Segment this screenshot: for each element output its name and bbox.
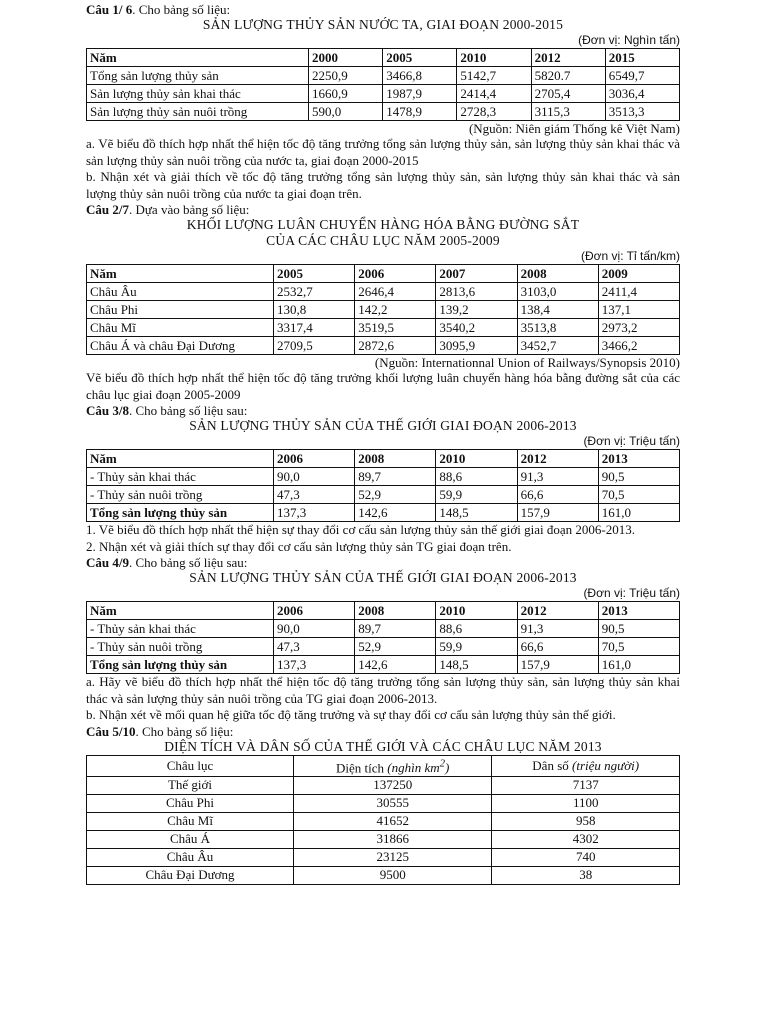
table-row [87, 812, 680, 830]
table-row [87, 301, 680, 319]
table-cell: 3115,3 [531, 103, 605, 121]
table-cell: Châu Đại Dương [87, 866, 294, 884]
q2-task: Vẽ biểu đồ thích hợp nhất thể hiện tốc độ tăng trưởng khối lượng luân chuyển hàng hóa bằng đường sắt của các châu lục giai đoạn 2005-2009 [86, 370, 680, 402]
table-header-cell [492, 755, 680, 776]
table-header-row [87, 49, 680, 67]
header-unit-close: ) [445, 759, 450, 775]
table-cell: 5820.7 [531, 67, 605, 85]
table-cell: 157,9 [517, 656, 598, 674]
table-cell: 47,3 [274, 486, 355, 504]
q4-title: SẢN LƯỢNG THỦY SẢN CỦA THẾ GIỚI GIAI ĐOẠN 2006-2013 [189, 570, 577, 585]
table-header-row [87, 602, 680, 620]
table-cell: 139,2 [436, 301, 517, 319]
table-cell: 41652 [294, 812, 492, 830]
table-row [87, 468, 680, 486]
header-unit: (triệu người) [572, 757, 640, 773]
table-header-cell: Năm [87, 602, 274, 620]
table-header-cell: Năm [87, 49, 309, 67]
table-header-cell: 2009 [598, 265, 679, 283]
table-cell: 88,6 [436, 620, 517, 638]
table-header-cell: 2012 [531, 49, 605, 67]
table-header-cell: 2000 [309, 49, 383, 67]
table-row [87, 794, 680, 812]
table-cell: Châu Phi [87, 794, 294, 812]
table-cell: - Thủy sản nuôi trồng [87, 638, 274, 656]
table-cell: 130,8 [274, 301, 355, 319]
table-cell: - Thủy sản khai thác [87, 620, 274, 638]
table-cell: Tổng sản lượng thủy sản [87, 656, 274, 674]
table-cell: 958 [492, 812, 680, 830]
q3-title: SẢN LƯỢNG THỦY SẢN CỦA THẾ GIỚI GIAI ĐOẠN 2006-2013 [189, 418, 577, 433]
table-cell: 89,7 [355, 468, 436, 486]
q3-label: Câu 3/8 [86, 403, 129, 418]
table-row [87, 85, 680, 103]
q1-table [86, 48, 680, 121]
table-cell: 89,7 [355, 620, 436, 638]
table-cell: Châu Mĩ [87, 812, 294, 830]
q3-intro: . Cho bảng số liệu sau: [128, 403, 248, 418]
q5-intro: . Cho bảng số liệu: [135, 723, 234, 739]
table-cell: 2705,4 [531, 85, 605, 103]
table-header-cell: 2010 [436, 450, 517, 468]
table-cell: 3519,5 [355, 319, 436, 337]
q5-heading [86, 724, 680, 739]
table-cell: - Thủy sản nuôi trồng [87, 486, 274, 504]
table-row [87, 656, 680, 674]
table-cell: 90,0 [274, 468, 355, 486]
table-cell: 142,6 [355, 504, 436, 522]
table-cell: Châu Âu [87, 283, 274, 301]
table-cell: 31866 [294, 830, 492, 848]
q1-title: SẢN LƯỢNG THỦY SẢN NƯỚC TA, GIAI ĐOẠN 2000-2015 [202, 17, 564, 32]
table-cell: 740 [492, 848, 680, 866]
table-row [87, 486, 680, 504]
q1-heading [86, 2, 680, 17]
table-cell: 52,9 [355, 638, 436, 656]
table-cell: 1100 [492, 794, 680, 812]
table-header-cell: 2013 [598, 450, 679, 468]
table-cell: 161,0 [598, 504, 679, 522]
table-cell: 142,6 [355, 656, 436, 674]
q2-label: Câu 2/7 [86, 202, 129, 217]
header-unit-superscript: 2 [439, 757, 446, 770]
q4-task-a: a. Hãy vẽ biểu đồ thích hợp nhất thể hiện tốc độ tăng trưởng tổng sản lượng thủy sản, sản lượng thủy sản khai thác và sản lượng thủy sản nuôi trồng của TG giai đoạn 2006-2013. [86, 674, 680, 706]
table-header-cell: 2008 [355, 602, 436, 620]
table-cell: Sản lượng thủy sản khai thác [87, 85, 309, 103]
table-cell: 3513,8 [517, 319, 598, 337]
q4-table [86, 601, 680, 674]
table-header-row [87, 755, 680, 776]
q1-label: Câu 1/ 6 [86, 2, 133, 17]
table-header-cell: Năm [87, 450, 274, 468]
table-header-cell: Năm [87, 265, 274, 283]
table-row [87, 504, 680, 522]
table-cell: 90,0 [274, 620, 355, 638]
table-cell: Tổng sản lượng thủy sản [87, 504, 274, 522]
table-cell: Châu Mĩ [87, 319, 274, 337]
table-cell: 3317,4 [274, 319, 355, 337]
table-cell: 90,5 [598, 620, 679, 638]
q3-table [86, 449, 680, 522]
table-header-cell: 2012 [517, 450, 598, 468]
table-cell: 3540,2 [436, 319, 517, 337]
table-cell: 91,3 [517, 468, 598, 486]
table-header-cell: 2010 [457, 49, 531, 67]
q1-task-b: b. Nhận xét và giải thích về tốc độ tăng trưởng tổng sản lượng thủy sản, sản lượng thủy sản khai thác và sản lượng thủy sản nuôi trồng của nước ta giai đoạn trên. [86, 169, 680, 201]
table-cell: 66,6 [517, 486, 598, 504]
table-cell: 1478,9 [383, 103, 457, 121]
q4-intro: . Cho bảng số liệu sau: [128, 555, 248, 570]
table-cell: 91,3 [517, 620, 598, 638]
table-cell: 2411,4 [598, 283, 679, 301]
table-cell: - Thủy sản khai thác [87, 468, 274, 486]
table-cell: 2973,2 [598, 319, 679, 337]
table-cell: 1987,9 [383, 85, 457, 103]
table-cell: 3095,9 [436, 337, 517, 355]
table-cell: 161,0 [598, 656, 679, 674]
q2-title-line-1: KHỐI LƯỢNG LUÂN CHUYỂN HÀNG HÓA BẰNG ĐƯỜNG SẮT [186, 217, 580, 232]
q1-unit: (Đơn vị: Nghìn tấn) [578, 33, 680, 47]
q2-table [86, 264, 680, 355]
table-cell: 47,3 [274, 638, 355, 656]
table-row [87, 67, 680, 85]
table-cell: Tổng sản lượng thủy sản [87, 67, 309, 85]
table-row [87, 103, 680, 121]
q2-intro: . Dựa vào bảng số liệu: [128, 202, 250, 217]
table-cell: 3466,2 [598, 337, 679, 355]
table-cell: 4302 [492, 830, 680, 848]
header-unit [387, 757, 450, 775]
header-text: Dân số [532, 757, 572, 773]
table-header-cell: 2015 [605, 49, 679, 67]
table-cell: 2646,4 [355, 283, 436, 301]
table-header-row [87, 265, 680, 283]
table-row [87, 848, 680, 866]
q5-table [86, 755, 680, 885]
table-cell: 138,4 [517, 301, 598, 319]
table-cell: 6549,7 [605, 67, 679, 85]
table-row [87, 337, 680, 355]
table-cell: 66,6 [517, 638, 598, 656]
q1-task-a: a. Vẽ biểu đồ thích hợp nhất thể hiện tốc độ tăng trưởng tổng sản lượng thủy sản, sản lượng thủy sản khai thác và sản lượng thủy sản nuôi trồng của nước ta, giai đoạn 2000-2015 [86, 136, 680, 168]
table-cell: 70,5 [598, 486, 679, 504]
table-cell: 137,3 [274, 656, 355, 674]
table-header-cell: 2006 [274, 602, 355, 620]
q3-heading [86, 403, 680, 418]
table-cell: 3513,3 [605, 103, 679, 121]
table-header-cell: 2010 [436, 602, 517, 620]
table-cell: 590,0 [309, 103, 383, 121]
table-cell: 2532,7 [274, 283, 355, 301]
table-cell: 142,2 [355, 301, 436, 319]
table-header-cell: 2005 [383, 49, 457, 67]
table-cell: 157,9 [517, 504, 598, 522]
table-header-cell: 2012 [517, 602, 598, 620]
table-cell: 2813,6 [436, 283, 517, 301]
table-cell: 90,5 [598, 468, 679, 486]
table-cell: 1660,9 [309, 85, 383, 103]
table-header-cell: Châu lục [87, 755, 294, 776]
table-cell: 148,5 [436, 504, 517, 522]
table-cell: 9500 [294, 866, 492, 884]
table-cell: 2728,3 [457, 103, 531, 121]
q3-task-2: 2. Nhận xét và giải thích sự thay đổi cơ cấu sản lượng thủy sản TG giai đoạn trên. [86, 538, 512, 554]
table-header-row [87, 450, 680, 468]
table-cell: 3103,0 [517, 283, 598, 301]
table-cell: 2872,6 [355, 337, 436, 355]
table-cell: 52,9 [355, 486, 436, 504]
table-cell: 137,1 [598, 301, 679, 319]
table-header-cell: 2008 [355, 450, 436, 468]
q4-unit: (Đơn vị: Triệu tấn) [583, 586, 680, 600]
table-cell: 2250,9 [309, 67, 383, 85]
table-cell: Châu Á [87, 830, 294, 848]
table-row [87, 776, 680, 794]
q2-unit: (Đơn vị: Tỉ tấn/km) [581, 249, 680, 263]
table-header-cell: 2008 [517, 265, 598, 283]
table-cell: Châu Á và châu Đại Dương [87, 337, 274, 355]
table-cell: Châu Âu [87, 848, 294, 866]
q2-source: (Nguồn: Internationnal Union of Railways/Synopsis 2010) [374, 355, 680, 370]
table-header-cell [294, 755, 492, 776]
q1-intro: . Cho bảng số liệu: [132, 2, 231, 17]
document-page [86, 2, 680, 885]
q5-label: Câu 5/10 [86, 723, 136, 739]
table-header-cell: 2006 [355, 265, 436, 283]
q3-unit: (Đơn vị: Triệu tấn) [583, 434, 680, 448]
q3-task-1: 1. Vẽ biểu đồ thích hợp nhất thể hiện sự thay đổi cơ cấu sản lượng thủy sản thế giới giai đoạn 2006-2013. [86, 522, 635, 537]
table-cell: 30555 [294, 794, 492, 812]
table-cell: 88,6 [436, 468, 517, 486]
table-header-cell: 2006 [274, 450, 355, 468]
table-cell: 3466,8 [383, 67, 457, 85]
table-cell: 7137 [492, 776, 680, 794]
table-cell: 59,9 [436, 638, 517, 656]
table-row [87, 620, 680, 638]
table-row [87, 866, 680, 884]
table-cell: 5142,7 [457, 67, 531, 85]
table-cell: 3452,7 [517, 337, 598, 355]
q2-title-line-2: CỦA CÁC CHÂU LỤC NĂM 2005-2009 [266, 233, 500, 248]
q1-source: (Nguồn: Niên giám Thống kê Việt Nam) [468, 121, 680, 136]
header-unit-text: (nghìn km [387, 759, 440, 775]
table-cell: 3036,4 [605, 85, 679, 103]
table-cell: 2414,4 [457, 85, 531, 103]
table-header-cell: 2013 [598, 602, 679, 620]
table-row [87, 830, 680, 848]
q4-heading [86, 555, 680, 570]
table-cell: 38 [492, 866, 680, 884]
table-cell: 148,5 [436, 656, 517, 674]
q2-heading [86, 202, 680, 217]
table-cell: Thế giới [87, 776, 294, 794]
q5-title: DIỆN TÍCH VÀ DÂN SỐ CỦA THẾ GIỚI VÀ CÁC CHÂU LỤC NĂM 2013 [164, 738, 602, 754]
table-cell: 23125 [294, 848, 492, 866]
table-row [87, 283, 680, 301]
q4-label: Câu 4/9 [86, 555, 129, 570]
table-cell: Châu Phi [87, 301, 274, 319]
table-row [87, 319, 680, 337]
table-cell: 70,5 [598, 638, 679, 656]
table-cell: Sản lượng thủy sản nuôi trồng [87, 103, 309, 121]
table-header-cell: 2005 [274, 265, 355, 283]
table-cell: 137,3 [274, 504, 355, 522]
header-text: Diện tích [336, 759, 388, 775]
table-row [87, 638, 680, 656]
q4-task-b: b. Nhận xét về mối quan hệ giữa tốc độ tăng trưởng và sự thay đổi cơ cấu sản lượng thủy sản thế giới. [86, 707, 616, 722]
table-cell: 59,9 [436, 486, 517, 504]
table-cell: 137250 [294, 776, 492, 794]
table-cell: 2709,5 [274, 337, 355, 355]
table-header-cell: 2007 [436, 265, 517, 283]
